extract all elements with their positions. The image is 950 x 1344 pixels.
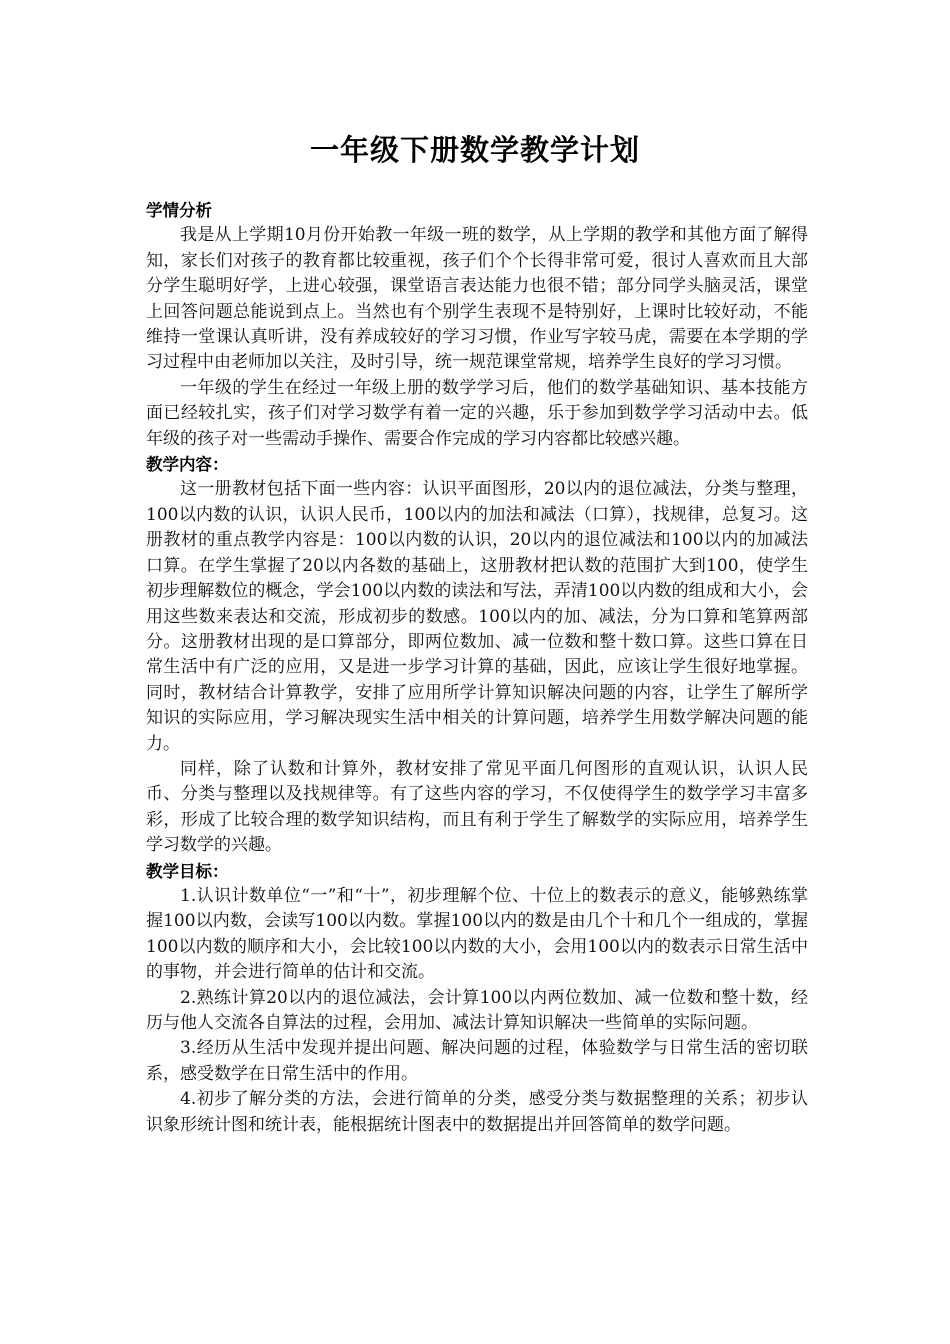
goal-item: 4.初步了解分类的方法，会进行简单的分类，感受分类与数据整理的关系；初步认识象形统计图和统计表，能根据统计图表中的数据提出并回答简单的数学问题。 [146, 1089, 808, 1135]
goal-item: 2.熟练计算20以内的退位减法，会计算100以内两位数加、减一位数和整十数，经历与他人交流各自算法的过程，会用加、减法计算知识解决一些简单的实际问题。 [146, 987, 808, 1033]
section-heading-analysis: 学情分析 [146, 201, 212, 220]
document-title: 一年级下册数学教学计划 [309, 133, 640, 167]
document-body [146, 198, 808, 1138]
content-paragraph: 同样，除了认数和计算外，教材安排了常见平面几何图形的直观认识，认识人民币、分类与整理以及找规律等。有了这些内容的学习，不仅使得学生的数学学习丰富多彩，形成了比较合理的数学知识结构，而且有利于学生了解数学的实际应用，培养学生学习数学的兴趣。 [146, 758, 808, 856]
content-paragraph: 这一册教材包括下面一些内容：认识平面图形，20以内的退位减法，分类与整理，100以内数的认识，认识人民币，100以内的加法和减法（口算），找规律，总复习。这册教材的重点教学内容是：100以内数的认识，20以内的退位减法和100以内的加减法口算。在学生掌握了20以内各数的基础上，这册教材把认数的范围扩大到100，使学生初步理解数位的概念，学会100以内数的读法和写法，弄清100以内数的组成和大小，会用这些数来表达和交流，形成初步的数感。100以内的加、减法，分为口算和笔算两部分。这册教材出现的是口算部分，即两位数加、减一位数和整十数口算。这些口算在日常生活中有广泛的应用，又是进一步学习计算的基础，因此，应该让学生很好地掌握。同时，教材结合计算教学，安排了应用所学计算知识解决问题的内容，让学生了解所学知识的实际应用，学习解决现实生活中相关的计算问题，培养学生用数学解决问题的能力。 [146, 479, 808, 754]
analysis-paragraph: 一年级的学生在经过一年级上册的数学学习后，他们的数学基础知识、基本技能方面已经较扎实，孩子们对学习数学有着一定的兴趣，乐于参加到数学学习活动中去。低年级的孩子对一些需动手操作、需要合作完成的学习内容都比较感兴趣。 [146, 377, 808, 449]
section-heading-goals: 教学目标： [146, 861, 229, 881]
goal-item: 3.经历从生活中发现并提出问题、解决问题的过程，体验数学与日常生活的密切联系，感受数学在日常生活中的作用。 [146, 1038, 808, 1084]
goal-item: 1.认识计数单位“一”和“十”，初步理解个位、十位上的数表示的意义，能够熟练掌握100以内数，会读写100以内数。掌握100以内的数是由几个十和几个一组成的，掌握100以内数的顺序和大小，会比较100以内数的大小，会用100以内的数表示日常生活中的事物，并会进行简单的估计和交流。 [146, 885, 808, 983]
section-heading-content: 教学内容： [146, 455, 229, 475]
analysis-paragraph: 我是从上学期10月份开始教一年级一班的数学，从上学期的教学和其他方面了解得知，家长们对孩子的教育都比较重视，孩子们个个长得非常可爱，很讨人喜欢而且大部分学生聪明好学，上进心较强，课堂语言表达能力也很不错；部分同学头脑灵活，课堂上回答问题总能说到点上。当然也有个别学生表现不是特别好，上课时比较好动，不能维持一堂课认真听讲，没有养成较好的学习习惯，作业写字较马虎，需要在本学期的学习过程中由老师加以关注，及时引导，统一规范课堂常规，培养学生良好的学习习惯。 [146, 225, 808, 373]
